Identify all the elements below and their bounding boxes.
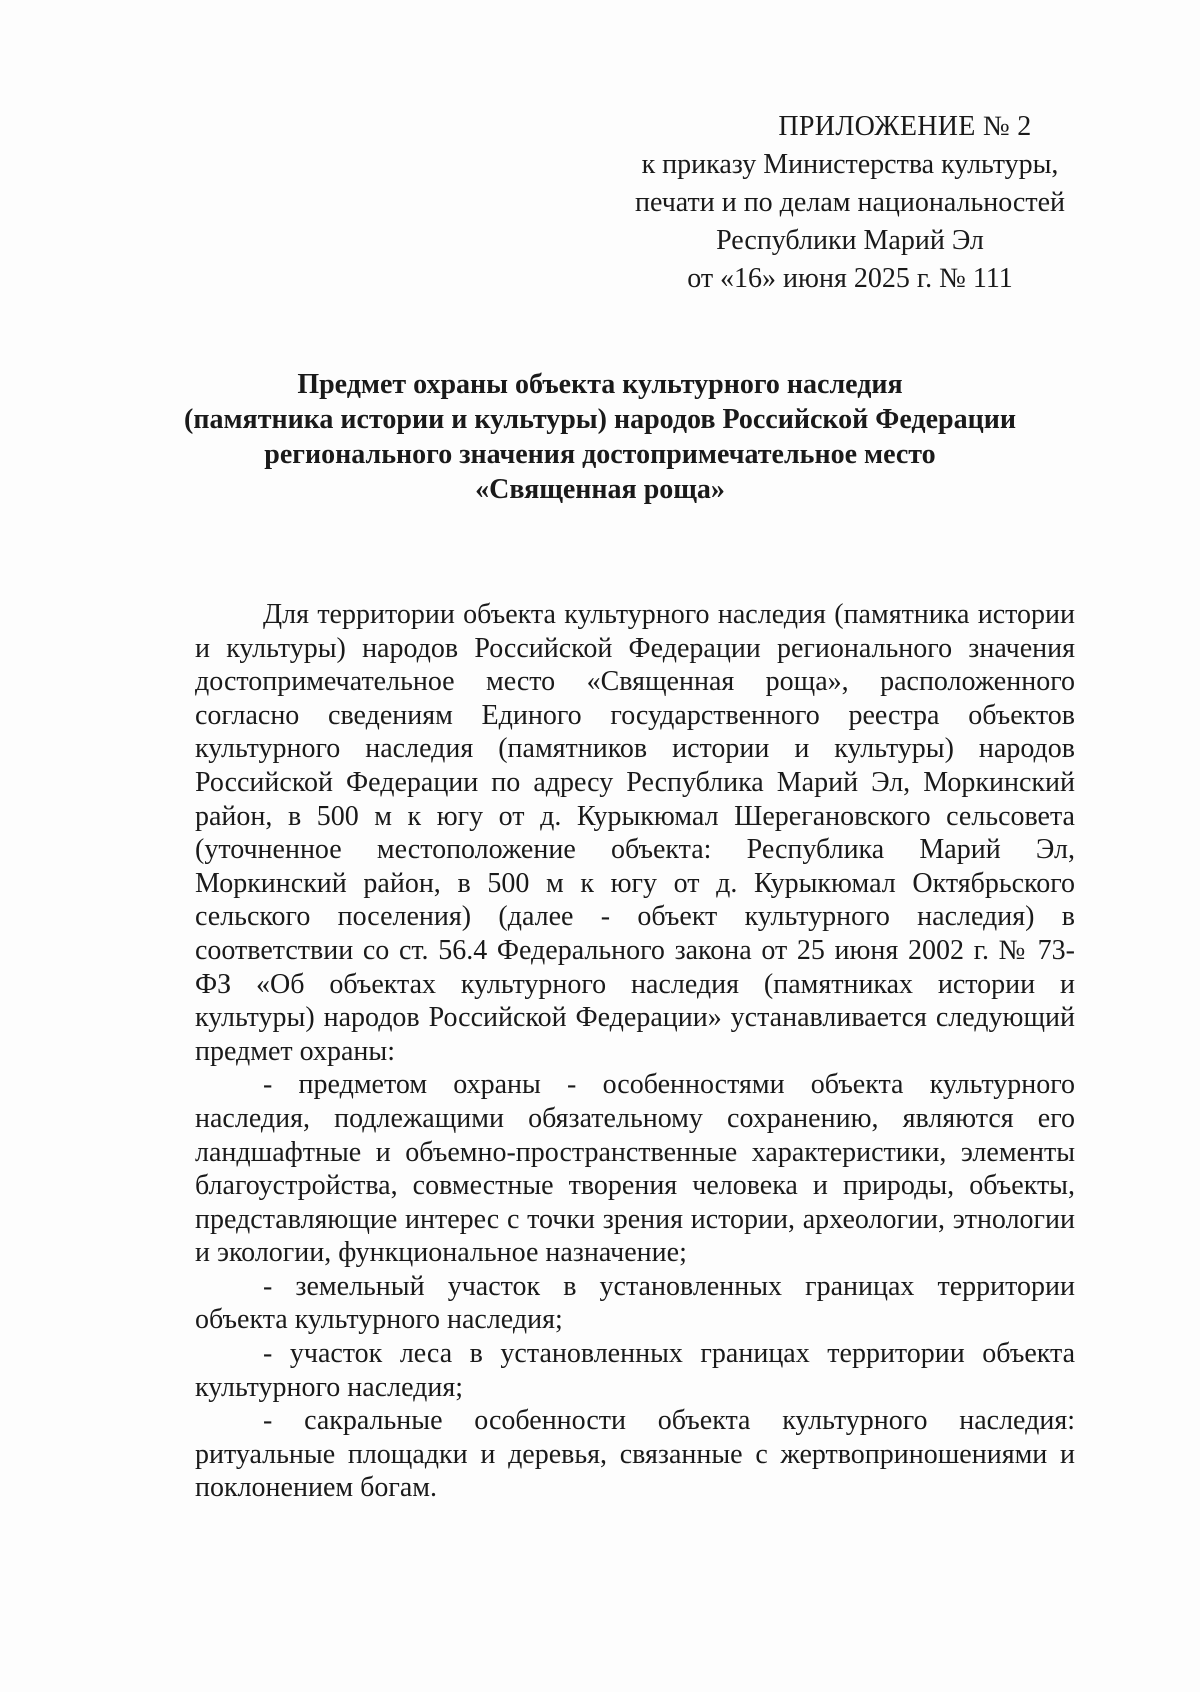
title-line: Предмет охраны объекта культурного наследия <box>297 369 903 400</box>
title-line: (памятника истории и культуры) народов Российской Федерации <box>184 404 1016 435</box>
body-paragraph: Для территории объекта культурного наследия (памятника истории и культуры) народов Российской Федерации регионального значения достопримечательное место «Священная роща», расположенного согласно сведениям Единого государственного реестра объектов культурного наследия (памятников истории и культуры) народов Российской Федерации по адресу Республика Марий Эл, Моркинский район, в 500 м к югу от д. Курыкюмал Шереганoвского сельсовета (уточненное местоположение объекта: Республика Марий Эл, Моркинский район, в 500 м к югу от д. Курыкюмал Октябрьского сельского поселения) (далее - объект культурного наследия) в соответствии со ст. 56.4 Федерального закона от 25 июня 2002 г. № 73-ФЗ «Об объектах культурного наследия (памятниках истории и культуры) народов Российской Федерации» устанавливается следующий предмет охраны: <box>195 599 1075 1067</box>
body-list-item: - земельный участок в установленных границах территории объекта культурного наследия; <box>195 1270 1075 1336</box>
title-line: регионального значения достопримечательное место <box>264 439 936 470</box>
body-list-item: - участок леса в установленных границах территории объекта культурного наследия; <box>195 1338 1075 1403</box>
appendix-title: ПРИЛОЖЕНИЕ № 2 <box>778 111 1032 142</box>
appendix-date-line: от «16» июня 2025 г. № 111 <box>687 263 1013 294</box>
appendix-header <box>600 108 1100 298</box>
document-body <box>195 598 1075 1505</box>
body-list-item: - предметом охраны - особенностями объекта культурного наследия, подлежащими обязательному сохранению, являются его ландшафтные и объемно-пространственные характеристики, элементы благоустройства, совместные творения человека и природы, объекты, представляющие интерес с точки зрения истории, археологии, этнологии и экологии, функциональное назначение; <box>195 1069 1075 1269</box>
appendix-line: печати и по делам национальностей <box>634 187 1066 218</box>
document-title <box>150 367 1050 507</box>
appendix-line: к приказу Министерства культуры, <box>641 149 1059 180</box>
body-list-item: - сакральные особенности объекта культурного наследия: ритуальные площадки и деревья, связанные с жертвоприношениями и поклонением богам. <box>195 1405 1075 1504</box>
title-line: «Священная роща» <box>475 474 725 505</box>
appendix-line: Республики Марий Эл <box>716 225 984 256</box>
